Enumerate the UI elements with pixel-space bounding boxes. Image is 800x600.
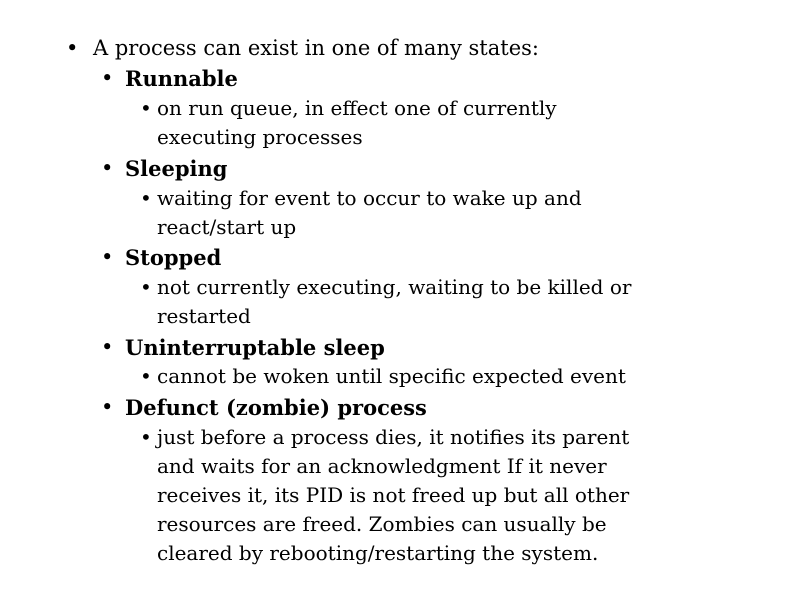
- description-line: executing processes: [157, 125, 363, 149]
- state-name: Uninterruptable sleep: [125, 335, 385, 360]
- description-line: resources are freed. Zombies can usually be: [157, 512, 607, 536]
- state-name: Sleeping: [125, 156, 228, 181]
- bullet-icon: •: [66, 36, 79, 60]
- bullet-icon: •: [101, 66, 114, 90]
- state-name-part: ) process: [320, 395, 427, 420]
- state-name: [125, 393, 427, 423]
- bullet-icon: •: [140, 425, 152, 449]
- description-line: on run queue, in effect one of currently: [157, 96, 557, 120]
- state-name-part: Defunct (: [125, 395, 236, 420]
- description-line: just before a process dies, it notifies its parent: [157, 425, 630, 449]
- state-name: Stopped: [125, 245, 222, 270]
- bullet-icon: •: [101, 245, 114, 269]
- bullet-icon: •: [101, 395, 114, 419]
- bullet-icon: •: [140, 186, 152, 210]
- description-line: react/start up: [157, 215, 297, 239]
- bullet-icon: •: [140, 275, 152, 299]
- bullet-icon: •: [140, 364, 152, 388]
- description-line: not currently executing, waiting to be killed or: [157, 275, 632, 299]
- description-line: cleared by rebooting/restarting the system.: [157, 541, 599, 565]
- bullet-icon: •: [140, 96, 152, 120]
- state-name: Runnable: [125, 66, 238, 91]
- bullet-icon: •: [101, 156, 114, 180]
- description-line: cannot be woken until specific expected event: [157, 364, 626, 388]
- state-name-part: zombie: [235, 395, 321, 420]
- description-line: receives it, its PID is not freed up but all other: [157, 483, 630, 507]
- bullet-icon: •: [101, 335, 114, 359]
- description-line: restarted: [157, 304, 251, 328]
- description-line: and waits for an acknowledgment If it never: [157, 454, 607, 478]
- bullet-text: A process can exist in one of many states:: [93, 36, 539, 60]
- description-line: waiting for event to occur to wake up and: [157, 186, 582, 210]
